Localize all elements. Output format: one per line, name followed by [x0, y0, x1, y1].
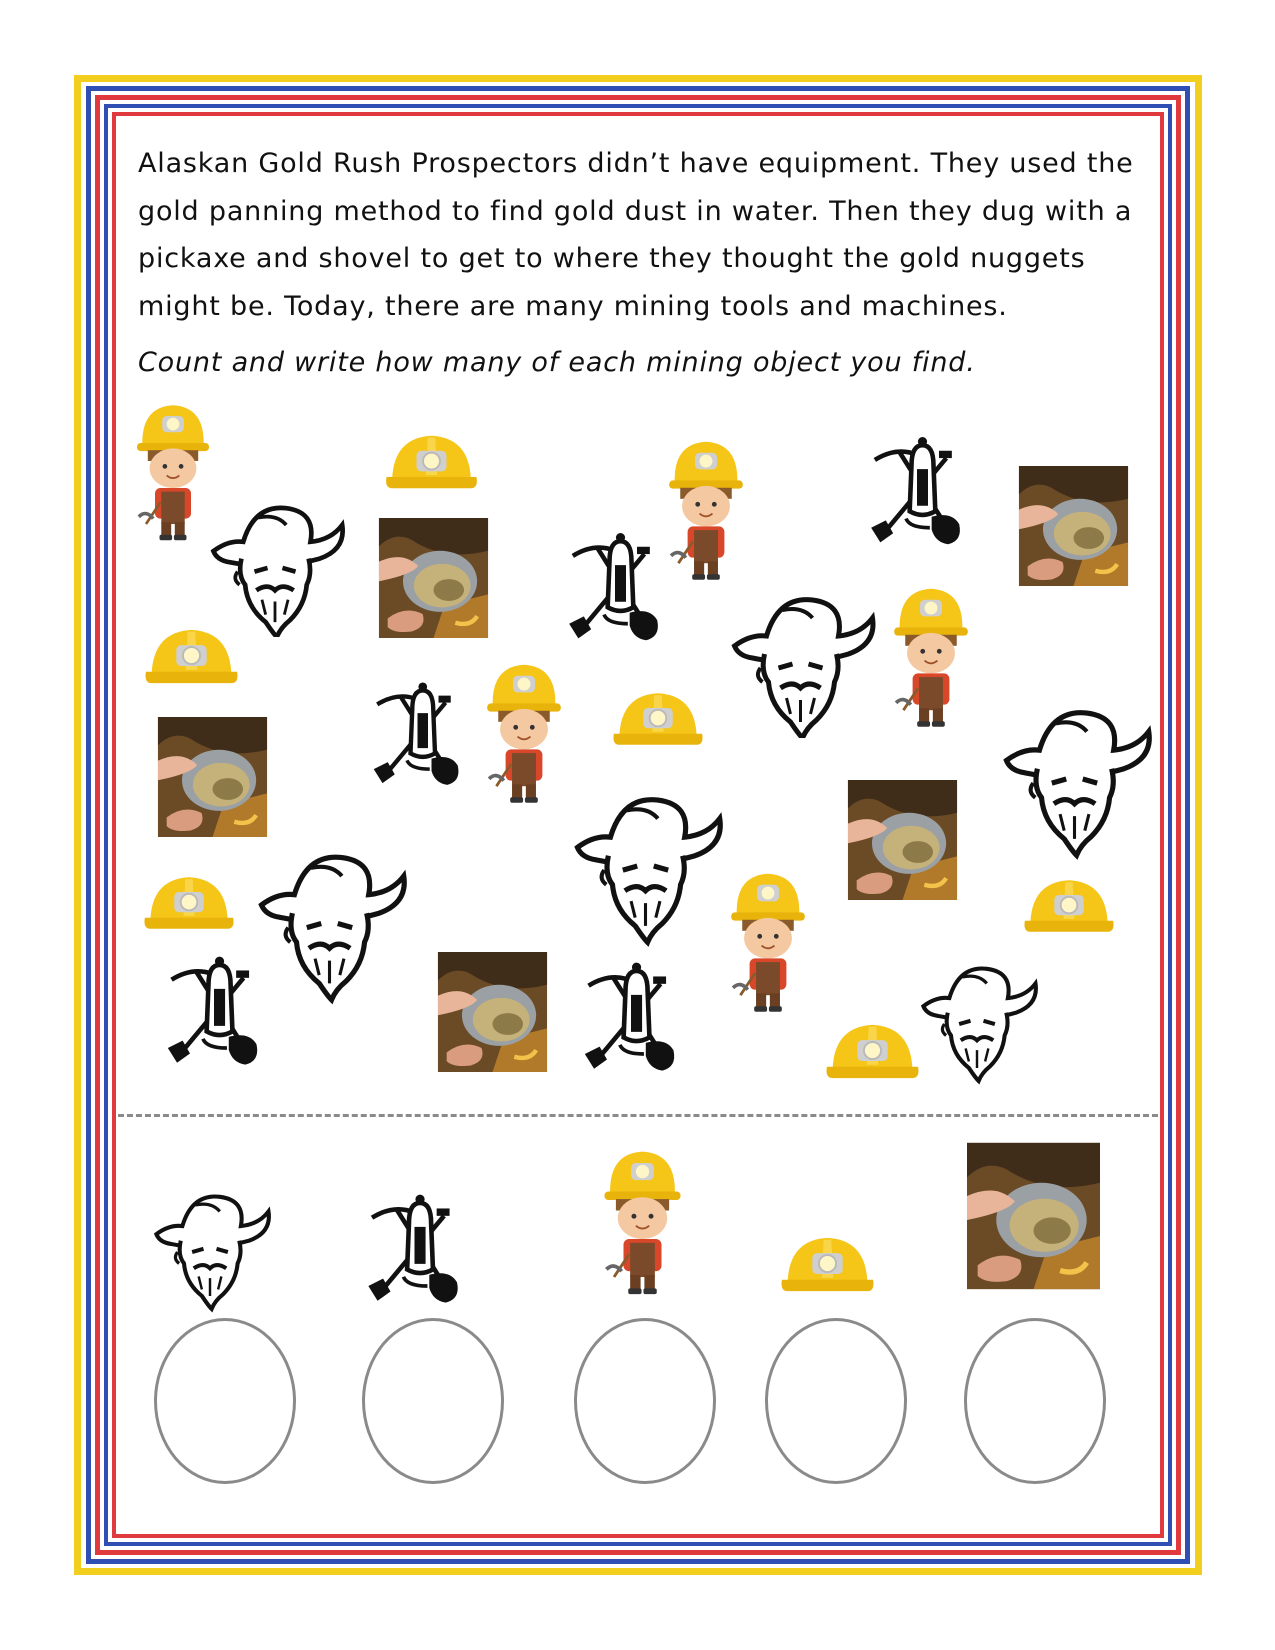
- miner-boy-icon: [722, 845, 814, 1035]
- prospector-head-icon: [145, 1178, 275, 1318]
- miner-boy-icon: [595, 1130, 690, 1310]
- answer-box-gold-pans[interactable]: [964, 1318, 1106, 1484]
- hard-hat-icon: [780, 1233, 875, 1296]
- prospector-head-icon: [912, 950, 1042, 1090]
- answer-box-prospectors[interactable]: [154, 1318, 296, 1484]
- counting-instruction: Count and write how many of each mining object you find.: [138, 347, 976, 378]
- pick-shovel-lantern-icon: [862, 432, 972, 552]
- pick-shovel-lantern-icon: [560, 528, 670, 648]
- pick-shovel-lantern-icon: [365, 675, 470, 795]
- hard-hat-icon: [144, 625, 239, 688]
- miner-boy-icon: [478, 636, 570, 826]
- intro-paragraph: Alaskan Gold Rush Prospectors didn’t have equipment. They used the gold panning method to find gold dust in water. Then they dug with a pickaxe and shovel to get to where they thought the gold nuggets might be. Today, there are many mining tools and machines.: [138, 148, 1134, 322]
- gold-pan-photo: [377, 518, 490, 638]
- gold-pan-photo: [1017, 466, 1130, 586]
- pick-shovel-lantern-icon: [357, 1190, 472, 1310]
- hard-hat-icon: [1023, 875, 1115, 937]
- gold-pan-photo: [436, 952, 549, 1072]
- answer-box-miner-boys[interactable]: [574, 1318, 716, 1484]
- prospector-head-icon: [200, 497, 350, 637]
- pick-shovel-lantern-icon: [158, 952, 270, 1072]
- gold-pan-photo: [967, 1130, 1100, 1302]
- prospector-head-icon: [718, 588, 883, 738]
- prospector-head-icon: [247, 835, 412, 1010]
- dashed-divider: [118, 1114, 1158, 1117]
- pick-shovel-lantern-icon: [575, 958, 687, 1078]
- gold-pan-photo: [846, 780, 959, 900]
- gold-pan-photo: [156, 717, 269, 837]
- hard-hat-icon: [612, 688, 704, 750]
- miner-boy-icon: [885, 560, 977, 750]
- prospector-head-icon: [992, 688, 1157, 868]
- hard-hat-icon: [143, 872, 235, 934]
- prospector-head-icon: [563, 780, 728, 950]
- miner-boy-icon: [660, 428, 752, 588]
- hard-hat-icon: [384, 432, 479, 492]
- answer-box-tools[interactable]: [362, 1318, 504, 1484]
- hard-hat-icon: [825, 1020, 920, 1083]
- answer-box-hard-hats[interactable]: [765, 1318, 907, 1484]
